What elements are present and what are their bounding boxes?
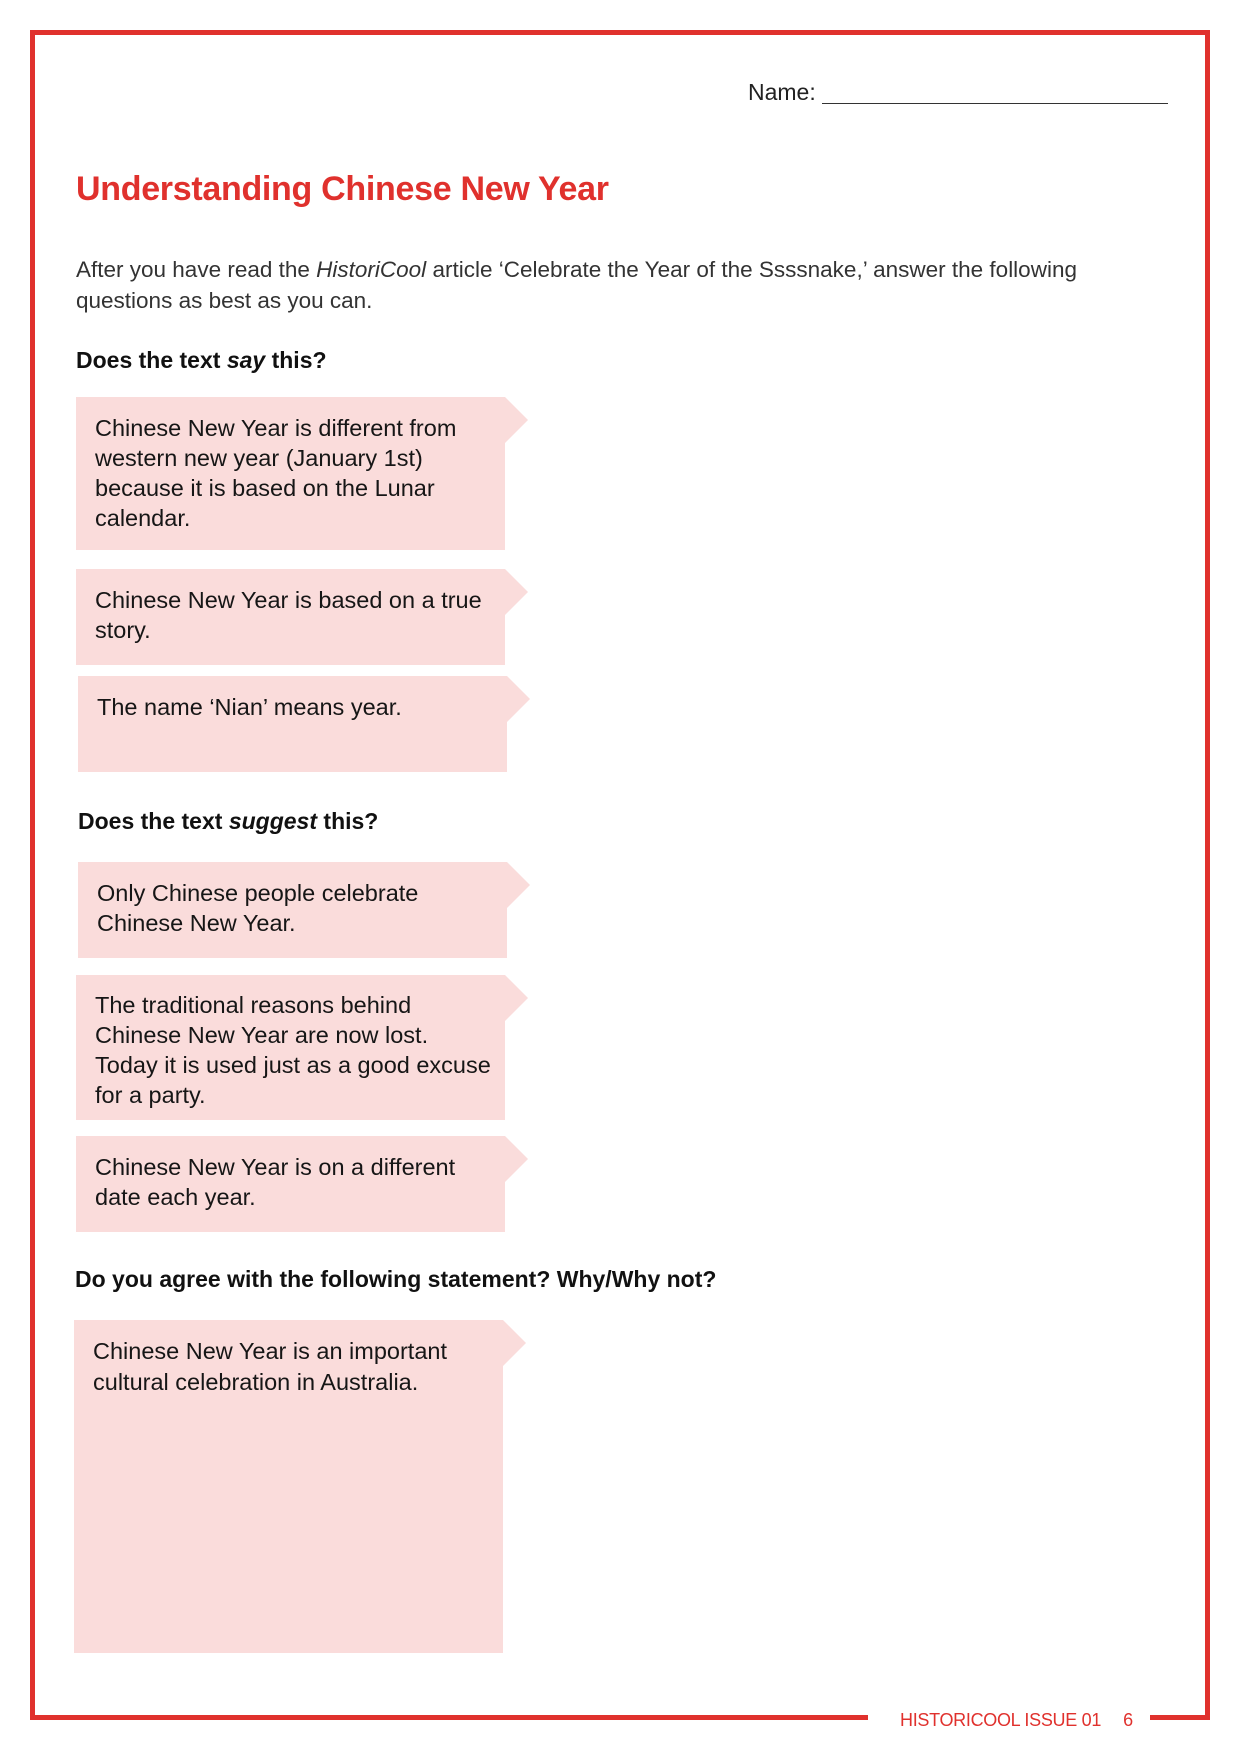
intro-paragraph: [76, 254, 1146, 316]
statement-box-say-1: [76, 397, 528, 550]
statement-text: The name ‘Nian’ means year.: [97, 694, 402, 720]
heading-text: Does the text: [76, 347, 227, 373]
section-heading-say: [76, 347, 327, 374]
statement-box-say-3: [78, 676, 530, 772]
answer-box-agree[interactable]: [74, 1320, 526, 1653]
heading-text: Does the text: [78, 808, 229, 834]
heading-emphasis: say: [226, 347, 266, 373]
name-field-line[interactable]: [822, 103, 1168, 104]
heading-text: this?: [265, 347, 327, 373]
statement-box-suggest-1: [78, 862, 530, 958]
page-title: Understanding Chinese New Year: [76, 170, 609, 208]
name-label: Name:: [748, 79, 816, 105]
statement-text: Chinese New Year is on a different date each year.: [95, 1154, 456, 1210]
statement-text: The traditional reasons behind Chinese New Year are now lost. Today it is used just as a good excuse for a party.: [95, 992, 491, 1108]
heading-text: this?: [317, 808, 379, 834]
publication-name: HistoriCool: [316, 257, 427, 282]
statement-text: Chinese New Year is different from western new year (January 1st) because it is based on the Lunar calendar.: [95, 415, 457, 531]
section-heading-suggest: [78, 808, 378, 835]
statement-text: Only Chinese people celebrate Chinese New Year.: [97, 880, 419, 936]
footer: [900, 1710, 1133, 1731]
intro-text-start: After you have read the: [76, 257, 317, 282]
page-number: 6: [1123, 1710, 1133, 1730]
statement-box-suggest-2: [76, 975, 528, 1120]
statement-box-say-2: [76, 569, 528, 665]
heading-emphasis: suggest: [228, 808, 318, 834]
statement-text: Chinese New Year is based on a true story.: [95, 587, 482, 643]
section-heading-agree: Do you agree with the following statement? Why/Why not?: [75, 1266, 717, 1292]
footer-issue: HISTORICOOL ISSUE 01: [900, 1710, 1102, 1730]
statement-box-suggest-3: [76, 1136, 528, 1232]
intro-text-end: article ‘Celebrate the Year of the Ssssnake,’ answer the following questions as best as you can.: [76, 257, 1077, 313]
statement-text: Chinese New Year is an important cultural celebration in Australia.: [93, 1338, 448, 1395]
